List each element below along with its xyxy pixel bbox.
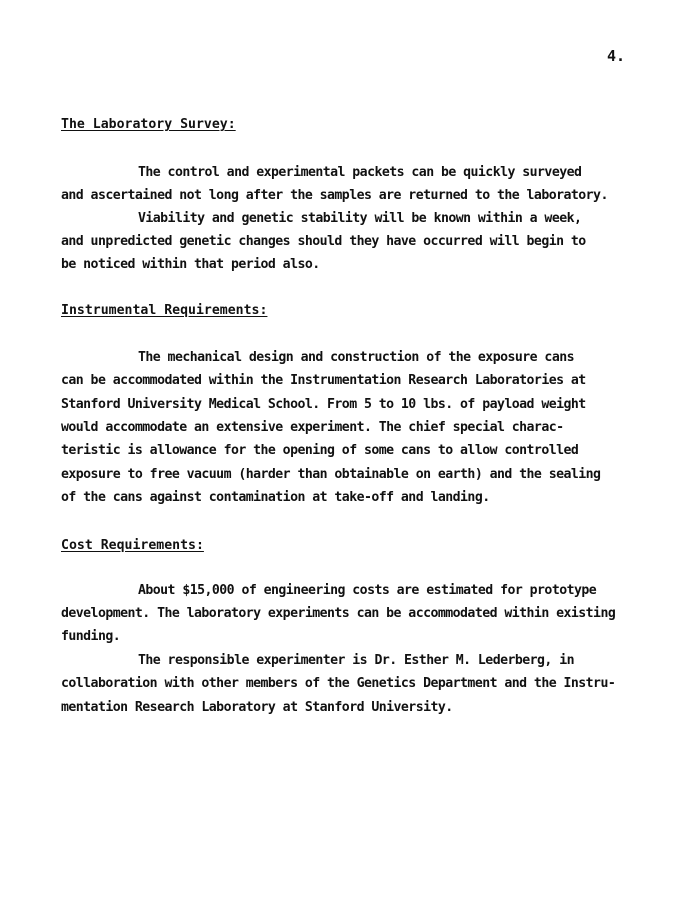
- paragraph-line: exposure to free vacuum (harder than obtainable on earth) and the sealing: [61, 467, 601, 482]
- paragraph-line: mentation Research Laboratory at Stanford University.: [61, 700, 453, 715]
- paragraph-line: development. The laboratory experiments can be accommodated within existing: [61, 606, 616, 621]
- paragraph-line: and unpredicted genetic changes should they have occurred will begin to: [61, 234, 586, 249]
- page-number: 4.: [607, 47, 626, 65]
- paragraph-line: can be accommodated within the Instrumentation Research Laboratories at: [61, 373, 586, 388]
- paragraph-line: Stanford University Medical School. From 5 to 10 lbs. of payload weight: [61, 397, 586, 412]
- paragraph-line: of the cans against contamination at take-off and landing.: [61, 490, 490, 505]
- paragraph-line: The control and experimental packets can be quickly surveyed: [138, 165, 582, 180]
- paragraph-line: be noticed within that period also.: [61, 257, 320, 272]
- paragraph-line: Viability and genetic stability will be known within a week,: [138, 211, 582, 226]
- paragraph-line: The responsible experimenter is Dr. Esther M. Lederberg, in: [138, 653, 574, 668]
- paragraph-line: collaboration with other members of the Genetics Department and the Instru-: [61, 676, 616, 691]
- section-heading: Cost Requirements:: [61, 538, 204, 553]
- paragraph-line: About $15,000 of engineering costs are estimated for prototype: [138, 583, 597, 598]
- paragraph-line: and ascertained not long after the samples are returned to the laboratory.: [61, 188, 608, 203]
- paragraph-line: funding.: [61, 629, 121, 644]
- section-heading: Instrumental Requirements:: [61, 303, 268, 318]
- paragraph-line: teristic is allowance for the opening of some cans to allow controlled: [61, 443, 579, 458]
- paragraph-line: The mechanical design and construction of the exposure cans: [138, 350, 574, 365]
- paragraph-line: would accommodate an extensive experiment. The chief special charac-: [61, 420, 564, 435]
- section-heading: The Laboratory Survey:: [61, 117, 236, 132]
